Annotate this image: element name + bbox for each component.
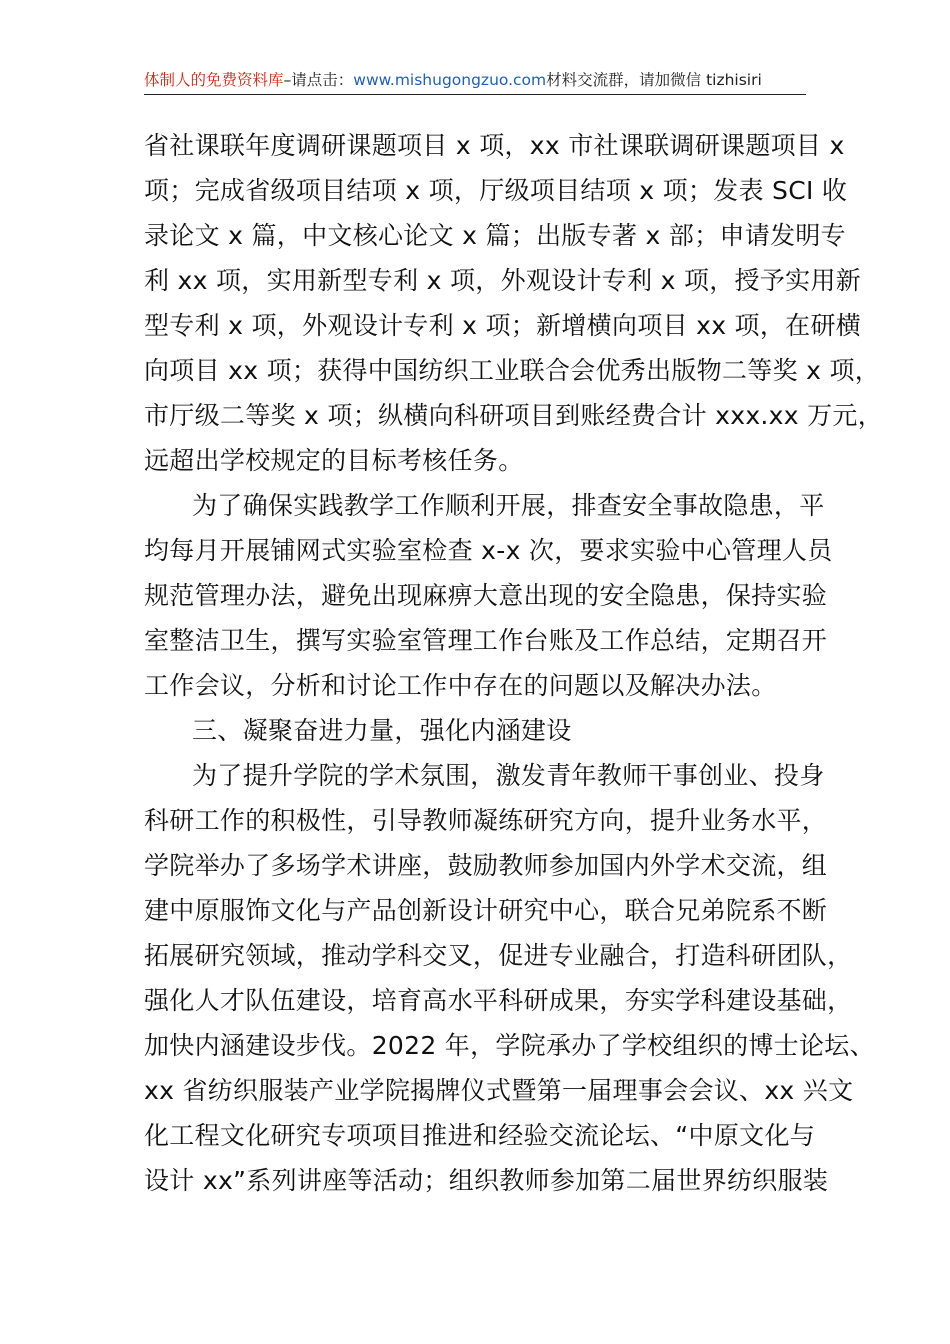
text-line: 型专利 x 项，外观设计专利 x 项；新增横向项目 xx 项，在研横: [144, 311, 862, 340]
text-line: 均每月开展铺网式实验室检查 x-x 次，要求实验中心管理人员: [144, 536, 833, 565]
text-line: 化工程文化研究专项项目推进和经验交流论坛、“中原文化与: [144, 1121, 816, 1150]
text-line: 市厅级二等奖 x 项；纵横向科研项目到账经费合计 xxx.xx 万元，: [144, 401, 884, 430]
text-line: 录论文 x 篇，中文核心论文 x 篇；出版专著 x 部；申请发明专: [144, 221, 846, 250]
text-line: 设计 xx”系列讲座等活动；组织教师参加第二届世界纺织服装: [144, 1166, 829, 1195]
document-body: [144, 123, 884, 1203]
text-line: 建中原服饰文化与产品创新设计研究中心，联合兄弟院系不断: [144, 896, 828, 925]
text-line: 室整洁卫生，撰写实验室管理工作台账及工作总结，定期召开: [144, 626, 828, 655]
header-link[interactable]: www.mishugongzuo.com: [353, 71, 547, 89]
paragraph-start-line: 为了确保实践教学工作顺利开展，排查安全事故隐患，平: [192, 491, 825, 520]
header-prompt: –请点击：: [283, 71, 354, 89]
header-brand: 体制人的免费资料库: [144, 71, 284, 89]
text-line: 拓展研究领域，推动学科交叉，促进专业融合，打造科研团队，: [144, 941, 853, 970]
text-line: 学院举办了多场学术讲座，鼓励教师参加国内外学术交流，组: [144, 851, 828, 880]
text-line: xx 省纺织服装产业学院揭牌仪式暨第一届理事会会议、xx 兴文: [144, 1076, 854, 1105]
text-line: 科研工作的积极性，引导教师凝练研究方向，提升业务水平，: [144, 806, 828, 835]
header-tail: 材料交流群，请加微信 tizhisiri: [546, 71, 762, 89]
page-header: [144, 66, 806, 95]
paragraph-start-line: 为了提升学院的学术氛围，激发青年教师干事创业、投身: [192, 761, 825, 790]
text-line: 规范管理办法，避免出现麻痹大意出现的安全隐患，保持实验: [144, 581, 828, 610]
text-line: 利 xx 项，实用新型专利 x 项，外观设计专利 x 项，授予实用新: [144, 266, 862, 295]
text-line: 加快内涵建设步伐。2022 年，学院承办了学校组织的博士论坛、: [144, 1031, 875, 1060]
text-line: 省社课联年度调研课题项目 x 项，xx 市社课联调研课题项目 x: [144, 131, 845, 160]
text-line: 工作会议，分析和讨论工作中存在的问题以及解决办法。: [144, 671, 777, 700]
text-line: 远超出学校规定的目标考核任务。: [144, 446, 524, 475]
section-heading: 三、凝聚奋进力量，强化内涵建设: [192, 716, 572, 745]
text-line: 项；完成省级项目结项 x 项，厅级项目结项 x 项；发表 SCI 收: [144, 176, 848, 205]
text-line: 强化人才队伍建设，培育高水平科研成果，夯实学科建设基础，: [144, 986, 853, 1015]
text-line: 向项目 xx 项；获得中国纺织工业联合会优秀出版物二等奖 x 项，: [144, 356, 881, 385]
